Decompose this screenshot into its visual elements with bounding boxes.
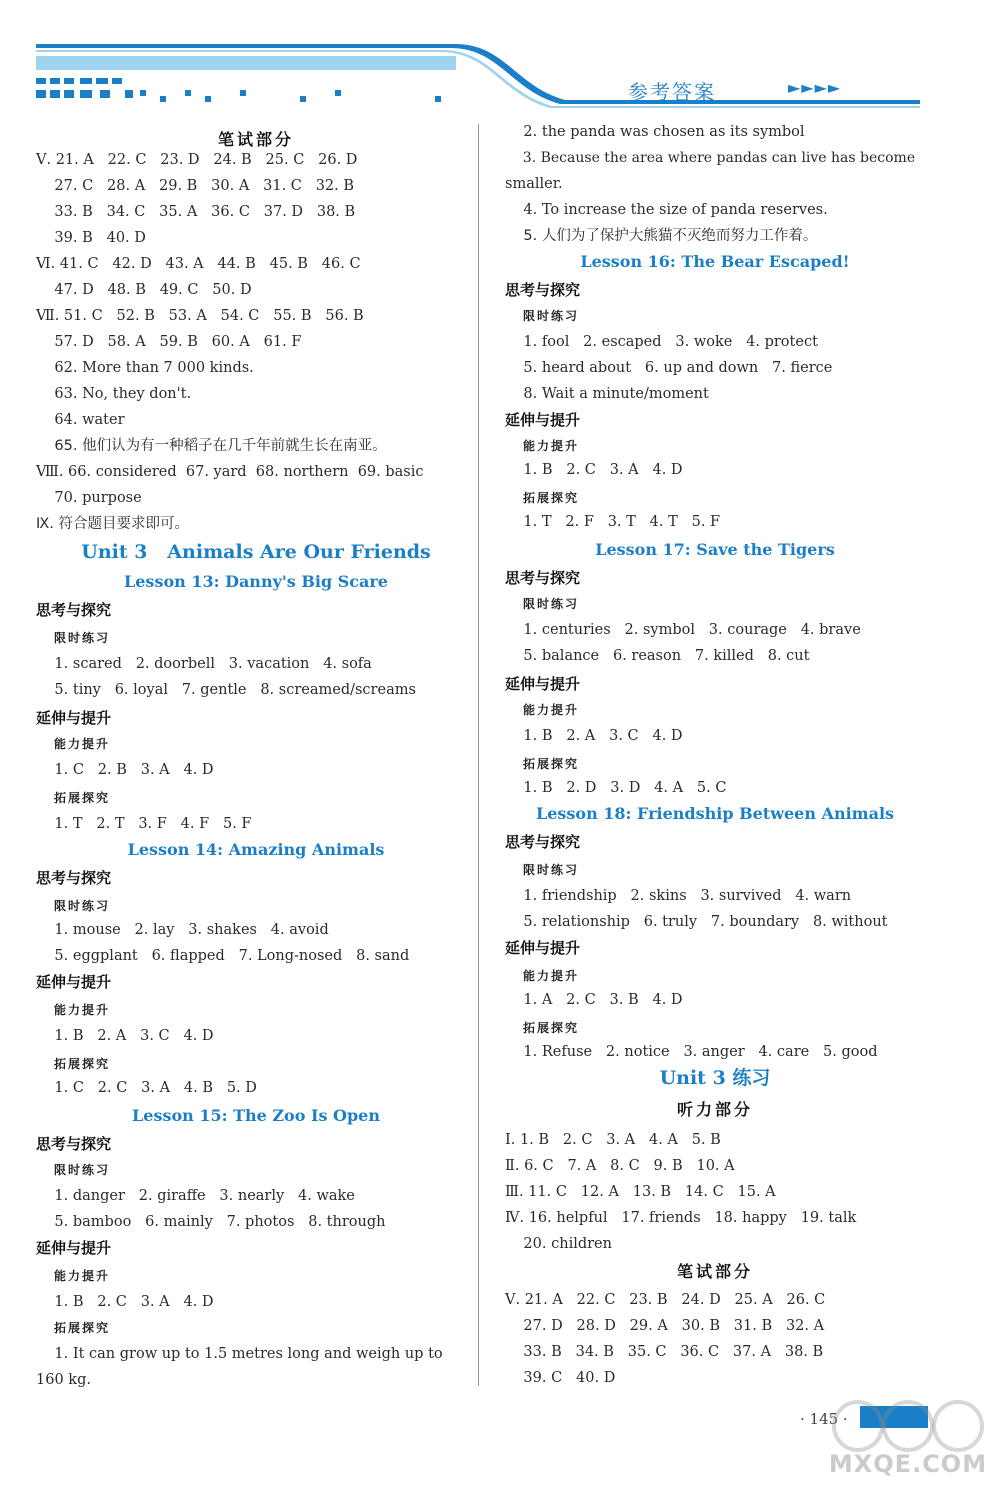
- answer-line: 5. bamboo 6. mainly 7. photos 8. through: [36, 1214, 386, 1230]
- category-heading: 思考与探究: [505, 569, 581, 587]
- subcategory-heading: 限时练习: [523, 309, 580, 323]
- answer-line: 1. A 2. C 3. B 4. D: [505, 992, 683, 1008]
- section-heading: 笔试部分: [217, 130, 294, 149]
- category-heading: 延伸与提升: [505, 675, 581, 693]
- header-banner: [0, 0, 1000, 120]
- lesson-heading: Lesson 13: Danny's Big Scare: [124, 572, 388, 591]
- watermark: [828, 1396, 988, 1484]
- answer-line: 65. 他们认为有一种稻子在几千年前就生长在南亚。: [36, 438, 387, 454]
- header-arrows-icon: ►►►►: [788, 78, 842, 97]
- subcategory-heading: 能力提升: [54, 1003, 111, 1017]
- page-number: · 145 ·: [800, 1410, 848, 1428]
- watermark-text: MXQE.COM: [828, 1450, 988, 1478]
- answer-line: 39. C 40. D: [505, 1370, 616, 1386]
- category-heading: 思考与探究: [36, 1135, 112, 1153]
- answer-line: smaller.: [505, 176, 563, 192]
- category-heading: 延伸与提升: [505, 939, 581, 957]
- answer-line: 2. the panda was chosen as its symbol: [505, 124, 805, 140]
- answer-line: 4. To increase the size of panda reserves.: [505, 202, 828, 218]
- answer-line: 1. centuries 2. symbol 3. courage 4. brave: [505, 622, 861, 638]
- subcategory-heading: 拓展探究: [54, 791, 111, 805]
- subcategory-heading: 能力提升: [54, 1269, 111, 1283]
- lesson-heading: Lesson 15: The Zoo Is Open: [132, 1106, 380, 1125]
- answer-line: 1. T 2. T 3. F 4. F 5. F: [36, 816, 252, 832]
- answer-line: 1. C 2. B 3. A 4. D: [36, 762, 214, 778]
- answer-line: 3. Because the area where pandas can live has become: [505, 150, 916, 166]
- answer-line: 57. D 58. A 59. B 60. A 61. F: [36, 334, 302, 350]
- answer-line: 1. Refuse 2. notice 3. anger 4. care 5. good: [505, 1044, 878, 1060]
- answer-line: 1. danger 2. giraffe 3. nearly 4. wake: [36, 1188, 355, 1204]
- subcategory-heading: 能力提升: [523, 703, 580, 717]
- lesson-heading: Lesson 18: Friendship Between Animals: [535, 804, 895, 823]
- answer-line: Ⅶ. 51. C 52. B 53. A 54. C 55. B 56. B: [36, 308, 364, 324]
- answer-line: 5. heard about 6. up and down 7. fierce: [505, 360, 833, 376]
- subcategory-heading: 限时练习: [523, 597, 580, 611]
- category-heading: 延伸与提升: [505, 411, 581, 429]
- answer-line: 1. friendship 2. skins 3. survived 4. warn: [505, 888, 852, 904]
- watermark-logo-icon: [828, 1396, 988, 1456]
- answer-line: Ⅳ. 16. helpful 17. friends 18. happy 19. talk: [505, 1210, 857, 1226]
- unit-heading: Unit 3 Animals Are Our Friends: [81, 541, 431, 563]
- banner-graphic: [0, 0, 1000, 120]
- answer-line: 33. B 34. C 35. A 36. C 37. D 38. B: [36, 204, 356, 220]
- answer-line: 1. It can grow up to 1.5 metres long and weigh up to: [36, 1346, 443, 1362]
- answer-line: 63. No, they don't.: [36, 386, 192, 402]
- answer-line: 5. eggplant 6. flapped 7. Long-nosed 8. sand: [36, 948, 410, 964]
- answer-line: 1. B 2. D 3. D 4. A 5. C: [505, 780, 727, 796]
- answer-line: 27. D 28. D 29. A 30. B 31. B 32. A: [505, 1318, 825, 1334]
- answer-line: 27. C 28. A 29. B 30. A 31. C 32. B: [36, 178, 355, 194]
- answer-line: 1. B 2. C 3. A 4. D: [36, 1294, 214, 1310]
- answer-line: 39. B 40. D: [36, 230, 146, 246]
- lesson-heading: Lesson 16: The Bear Escaped!: [580, 252, 850, 271]
- answer-line: 70. purpose: [36, 490, 142, 506]
- answer-line: 5. relationship 6. truly 7. boundary 8. without: [505, 914, 888, 930]
- answer-line: 47. D 48. B 49. C 50. D: [36, 282, 252, 298]
- answer-line: 62. More than 7 000 kinds.: [36, 360, 254, 376]
- answer-line: 5. 人们为了保护大熊猫不灭绝而努力工作着。: [505, 228, 818, 244]
- subcategory-heading: 能力提升: [523, 969, 580, 983]
- column-divider: [478, 124, 479, 1386]
- category-heading: 思考与探究: [505, 833, 581, 851]
- answer-line: 20. children: [505, 1236, 612, 1252]
- category-heading: 延伸与提升: [36, 973, 112, 991]
- lesson-heading: Lesson 17: Save the Tigers: [595, 540, 835, 559]
- answer-line: Ⅴ. 21. A 22. C 23. B 24. D 25. A 26. C: [505, 1292, 826, 1308]
- section-heading: 笔试部分: [676, 1262, 753, 1281]
- category-heading: 思考与探究: [36, 869, 112, 887]
- subcategory-heading: 拓展探究: [523, 491, 580, 505]
- section-heading: 听力部分: [676, 1100, 753, 1119]
- answer-line: 1. scared 2. doorbell 3. vacation 4. sofa: [36, 656, 372, 672]
- answer-line: 1. B 2. A 3. C 4. D: [36, 1028, 214, 1044]
- subcategory-heading: 限时练习: [54, 899, 111, 913]
- answer-line: 1. fool 2. escaped 3. woke 4. protect: [505, 334, 818, 350]
- answer-line: Ⅷ. 66. considered 67. yard 68. northern 69. basic: [36, 464, 424, 480]
- category-heading: 延伸与提升: [36, 1239, 112, 1257]
- answer-line: 160 kg.: [36, 1372, 91, 1388]
- category-heading: 思考与探究: [505, 281, 581, 299]
- subcategory-heading: 限时练习: [54, 1163, 111, 1177]
- lesson-heading: Lesson 14: Amazing Animals: [127, 840, 385, 859]
- header-title: 参考答案: [628, 80, 716, 104]
- subcategory-heading: 拓展探究: [523, 1021, 580, 1035]
- subcategory-heading: 拓展探究: [523, 757, 580, 771]
- subcategory-heading: 限时练习: [54, 631, 111, 645]
- unit-heading: Unit 3 练习: [659, 1067, 771, 1089]
- answer-line: 64. water: [36, 412, 125, 428]
- answer-line: Ⅵ. 41. C 42. D 43. A 44. B 45. B 46. C: [36, 256, 361, 272]
- answer-line: Ⅸ. 符合题目要求即可。: [36, 516, 190, 532]
- answer-line: 1. B 2. A 3. C 4. D: [505, 728, 683, 744]
- answer-line: 1. C 2. C 3. A 4. B 5. D: [36, 1080, 257, 1096]
- subcategory-heading: 拓展探究: [54, 1321, 111, 1335]
- answer-line: Ⅱ. 6. C 7. A 8. C 9. B 10. A: [505, 1158, 735, 1174]
- answer-line: 8. Wait a minute/moment: [505, 386, 709, 402]
- category-heading: 思考与探究: [36, 601, 112, 619]
- answer-line: 1. B 2. C 3. A 4. D: [505, 462, 683, 478]
- subcategory-heading: 能力提升: [54, 737, 111, 751]
- answer-line: Ⅴ. 21. A 22. C 23. D 24. B 25. C 26. D: [36, 152, 358, 168]
- subcategory-heading: 拓展探究: [54, 1057, 111, 1071]
- answer-line: 5. tiny 6. loyal 7. gentle 8. screamed/screams: [36, 682, 416, 698]
- answer-line: 5. balance 6. reason 7. killed 8. cut: [505, 648, 810, 664]
- answer-line: 1. T 2. F 3. T 4. T 5. F: [505, 514, 721, 530]
- answer-line: Ⅰ. 1. B 2. C 3. A 4. A 5. B: [505, 1132, 721, 1148]
- subcategory-heading: 能力提升: [523, 439, 580, 453]
- subcategory-heading: 限时练习: [523, 863, 580, 877]
- answer-line: 33. B 34. B 35. C 36. C 37. A 38. B: [505, 1344, 824, 1360]
- answer-line: Ⅲ. 11. C 12. A 13. B 14. C 15. A: [505, 1184, 776, 1200]
- category-heading: 延伸与提升: [36, 709, 112, 727]
- answer-line: 1. mouse 2. lay 3. shakes 4. avoid: [36, 922, 329, 938]
